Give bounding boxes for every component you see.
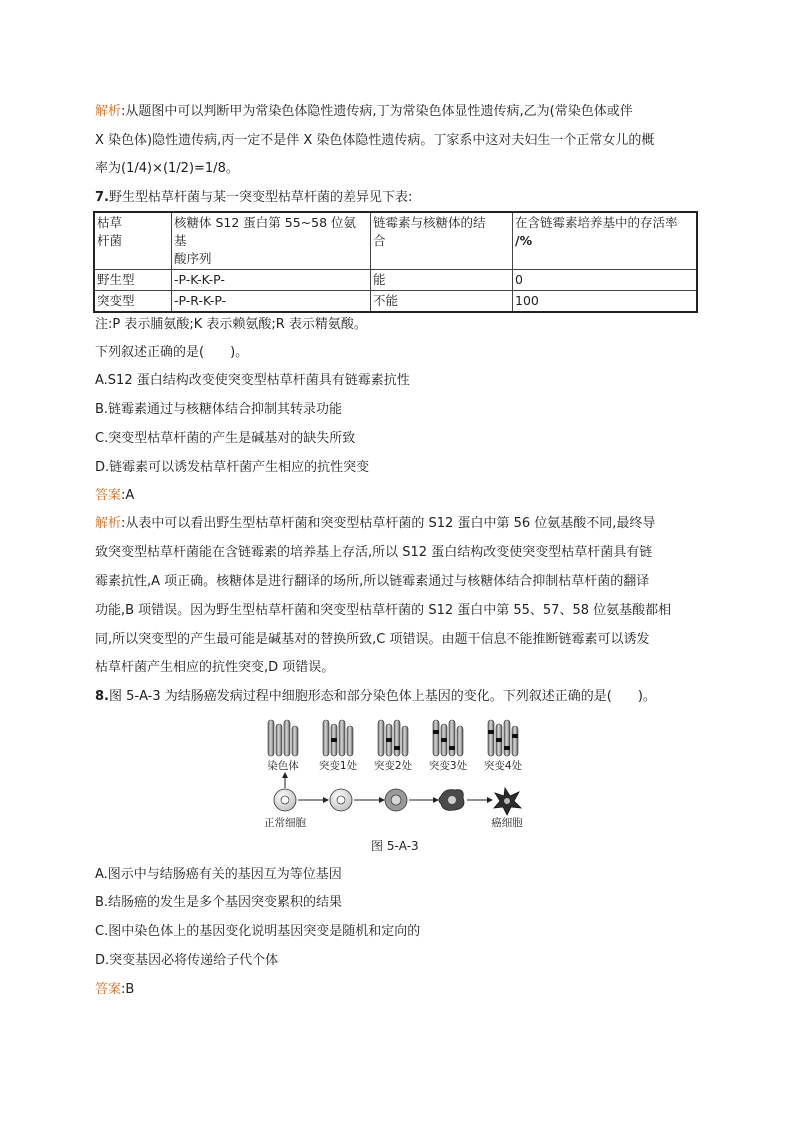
analysis-label: 解析: [95, 104, 122, 119]
analysis-line-1: 解析:从题图中可以判断甲为常染色体隐性遗传病,丁为常染色体显性遗传病,乙为(常染色体或伴: [95, 104, 633, 119]
table-header-cell: 链霉素与核糖体的结 合: [371, 212, 513, 270]
table-cell: -P-R-K-P-: [172, 291, 371, 313]
label-mutation-4: 突变4处: [483, 760, 523, 772]
question-7-ask: 下列叙述正确的是( )。: [95, 345, 249, 360]
option-a: A.S12 蛋白结构改变使突变型枯草杆菌具有链霉素抗性: [95, 373, 410, 388]
label-mutation-1: 突变1处: [318, 760, 358, 772]
label-mutation-3: 突变3处: [428, 760, 468, 772]
table-cell: 0: [513, 270, 698, 291]
analysis-line: 解析:从表中可以看出野生型枯草杆菌和突变型枯草杆菌的 S12 蛋白中第 56 位氨基酸不同,最终导: [95, 516, 656, 531]
analysis-line: 同,所以突变型的产生最可能是碱基对的替换所致,C 项错误。由题干信息不能推断链霉素可以诱发: [95, 632, 650, 647]
table-cell: 突变型: [94, 291, 172, 313]
option-c: C.突变型枯草杆菌的产生是碱基对的缺失所致: [95, 431, 356, 446]
table-note: 注:P 表示脯氨酸;K 表示赖氨酸;R 表示精氨酸。: [95, 317, 367, 332]
chromosome-group-mutation-2: [378, 720, 408, 756]
chromosome-group-normal: [268, 720, 298, 756]
table-header-row: [94, 212, 697, 270]
chromosome-group-mutation-1: [323, 720, 353, 756]
question-8-stem: 8.图 5-A-3 为结肠癌发病过程中细胞形态和部分染色体上基因的变化。下列叙述正确的是( )。: [95, 689, 656, 704]
table-cell: 能: [371, 270, 513, 291]
analysis-line: 霉素抗性,A 项正确。核糖体是进行翻译的场所,所以链霉素通过与核糖体结合抑制枯草杆菌的翻译: [95, 574, 650, 589]
chromosome-group-mutation-4: [488, 720, 518, 756]
label-normal-cell: 正常细胞: [264, 817, 306, 829]
cell-stage-2: [330, 789, 352, 811]
table-header-cell: 在含链霉素培养基中的存活率 /%: [513, 212, 698, 270]
table-row: [94, 270, 697, 291]
cell-stage-4: [439, 790, 464, 811]
table-header-cell: 枯草 杆菌: [94, 212, 172, 270]
analysis-line: 枯草杆菌产生相应的抗性突变,D 项错误。: [95, 660, 335, 675]
label-chromosome: 染色体: [267, 760, 299, 772]
table-header-cell: 核糖体 S12 蛋白第 55~58 位氨基 酸序列: [172, 212, 371, 270]
comparison-table: [93, 211, 698, 313]
table-cell: 不能: [371, 291, 513, 313]
label-mutation-2: 突变2处: [373, 760, 413, 772]
analysis-line: 致突变型枯草杆菌能在含链霉素的培养基上存活,所以 S12 蛋白结构改变使突变型枯草杆菌具有链: [95, 545, 653, 560]
table-row: [94, 291, 697, 313]
table-cell: 100: [513, 291, 698, 313]
table-cell: 野生型: [94, 270, 172, 291]
option-b: B.结肠癌的发生是多个基因突变累积的结果: [95, 895, 343, 910]
chromosome-group-mutation-3: [433, 720, 463, 756]
option-c: C.图中染色体上的基因变化说明基因突变是随机和定向的: [95, 924, 421, 939]
figure-5-a-3: [255, 712, 545, 830]
answer-line: 答案:B: [95, 982, 135, 997]
label-cancer-cell: 癌细胞: [491, 817, 523, 829]
option-d: D.链霉素可以诱发枯草杆菌产生相应的抗性突变: [95, 460, 370, 475]
table-cell: -P-K-K-P-: [172, 270, 371, 291]
answer-line: 答案:A: [95, 488, 135, 503]
cell-cancer: [494, 788, 521, 815]
analysis-line-2: X 染色体)隐性遗传病,丙一定不是伴 X 染色体隐性遗传病。丁家系中这对夫妇生一个正常女儿的概: [95, 133, 655, 148]
question-7-stem: 7.野生型枯草杆菌与某一突变型枯草杆菌的差异见下表:: [95, 190, 413, 205]
option-d: D.突变基因必将传递给子代个体: [95, 953, 279, 968]
option-a: A.图示中与结肠癌有关的基因互为等位基因: [95, 867, 342, 882]
analysis-line: 功能,B 项错误。因为野生型枯草杆菌和突变型枯草杆菌的 S12 蛋白中第 55、57、58 位氨基酸都相: [95, 603, 672, 618]
option-b: B.链霉素通过与核糖体结合抑制其转录功能: [95, 402, 343, 417]
cell-normal: [274, 789, 296, 811]
figure-caption: 图 5-A-3: [371, 839, 419, 853]
analysis-line-3: 率为(1/4)×(1/2)=1/8。: [95, 161, 239, 176]
cell-stage-3: [385, 789, 407, 811]
